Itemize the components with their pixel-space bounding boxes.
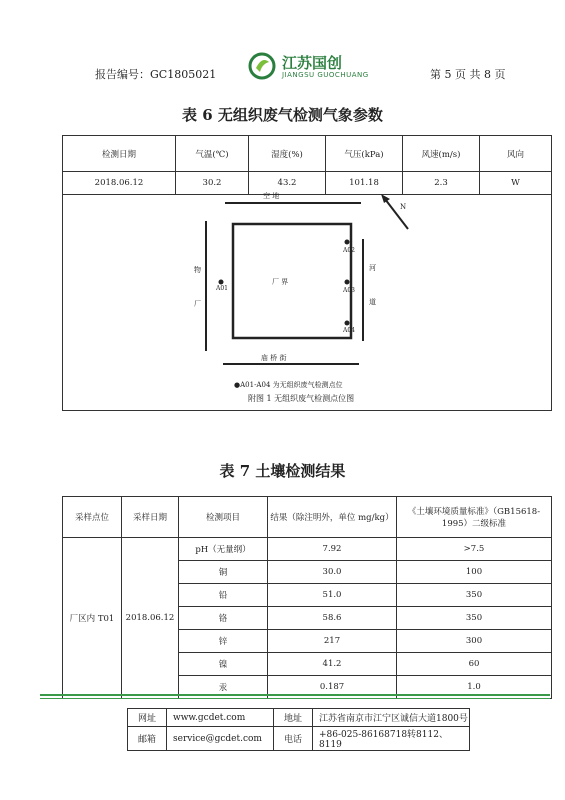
std-cell: 1.0	[397, 676, 552, 699]
cell: W	[480, 172, 552, 195]
address-label: 地址	[274, 709, 313, 727]
cell: 2018.06.12	[63, 172, 176, 195]
item-cell: 铬	[179, 607, 268, 630]
std-cell: 100	[397, 561, 552, 584]
col-header: 气温(℃)	[176, 136, 249, 172]
col-header: 湿度(%)	[249, 136, 326, 172]
report-number: 报告编号：GC1805021	[95, 68, 217, 81]
item-cell: pH（无量纲）	[179, 538, 268, 561]
point-label: A01	[216, 285, 228, 292]
sampling-diagram	[62, 181, 552, 411]
top-road-label: 空 地	[263, 192, 280, 200]
std-cell: 350	[397, 584, 552, 607]
col-header: 气压(kPa)	[326, 136, 403, 172]
tel-value: +86-025-86168718转8112、8119	[313, 727, 470, 751]
logo-text: 江苏国创	[282, 54, 343, 72]
result-cell: 58.6	[268, 607, 397, 630]
web-link[interactable]: www.gcdet.com	[167, 709, 274, 727]
col-header: 风向	[480, 136, 552, 172]
col-header: 《土壤环境质量标准》（GB15618-1995）二级标准	[397, 497, 552, 538]
item-cell: 镍	[179, 653, 268, 676]
site-cell: 厂区内 T01	[63, 538, 122, 699]
footer-divider	[40, 694, 550, 696]
logo-subtext: JIANGSU GUOCHUANG	[282, 71, 369, 79]
factory-label: 厂 界	[272, 278, 289, 286]
left-label-1: 物	[194, 266, 201, 274]
left-label-2: 厂	[194, 300, 201, 308]
result-cell: 30.0	[268, 561, 397, 584]
std-cell: >7.5	[397, 538, 552, 561]
footer-divider	[40, 698, 550, 699]
bottom-road-label: 庙 桥 街	[261, 354, 287, 362]
cell: 2.3	[403, 172, 480, 195]
soil-table	[62, 496, 552, 699]
result-cell: 217	[268, 630, 397, 653]
col-header: 采样点位	[63, 497, 122, 538]
date-cell: 2018.06.12	[122, 538, 179, 699]
col-header: 结果（除注明外，单位 mg/kg）	[268, 497, 397, 538]
result-cell: 7.92	[268, 538, 397, 561]
col-header: 风速(m/s)	[403, 136, 480, 172]
table6-title: 表 6 无组织废气检测气象参数	[182, 106, 383, 124]
std-cell: 60	[397, 653, 552, 676]
item-cell: 锌	[179, 630, 268, 653]
result-cell: 41.2	[268, 653, 397, 676]
right-label-1: 河	[369, 264, 376, 272]
std-cell: 300	[397, 630, 552, 653]
cell: 43.2	[249, 172, 326, 195]
footer-contact	[127, 708, 470, 751]
point-label: A04	[343, 327, 355, 334]
std-cell: 350	[397, 607, 552, 630]
logo-icon	[248, 52, 276, 80]
col-header: 采样日期	[122, 497, 179, 538]
web-label: 网址	[128, 709, 167, 727]
result-cell: 51.0	[268, 584, 397, 607]
table7-title: 表 7 土壤检测结果	[219, 462, 346, 480]
result-cell: 0.187	[268, 676, 397, 699]
point-label: A02	[343, 247, 355, 254]
page-info: 第 5 页 共 8 页	[430, 68, 506, 81]
cell: 101.18	[326, 172, 403, 195]
north-label: N	[400, 203, 407, 211]
legend: ●A01-A04 为无组织废气检测点位	[234, 381, 343, 389]
address-value: 江苏省南京市江宁区诚信大道1800号	[313, 709, 470, 727]
figure-caption: 附图 1 无组织废气检测点位图	[248, 394, 355, 403]
col-header: 检测日期	[63, 136, 176, 172]
item-cell: 铅	[179, 584, 268, 607]
right-label-2: 道	[369, 298, 376, 306]
item-cell: 汞	[179, 676, 268, 699]
point-label: A03	[343, 287, 355, 294]
tel-label: 电话	[274, 727, 313, 751]
cell: 30.2	[176, 172, 249, 195]
col-header: 检测项目	[179, 497, 268, 538]
item-cell: 铜	[179, 561, 268, 584]
mail-label: 邮箱	[128, 727, 167, 751]
mail-link[interactable]: service@gcdet.com	[167, 727, 274, 751]
